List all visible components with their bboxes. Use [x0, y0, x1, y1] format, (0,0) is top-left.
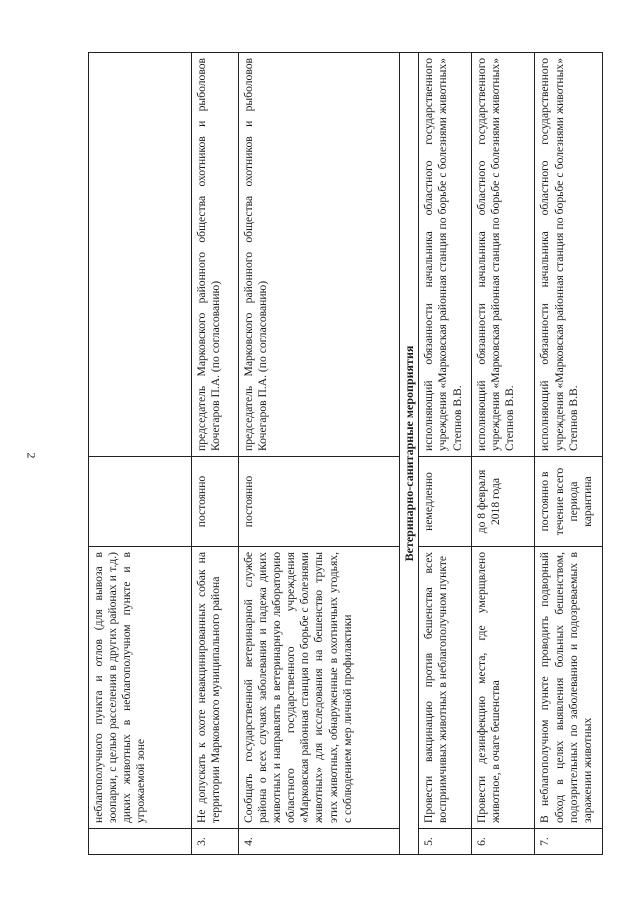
measure-term: постоянно — [238, 457, 399, 547]
row-number — [89, 829, 192, 855]
page-number: 2 — [24, 452, 39, 459]
row-number: 7. — [535, 829, 603, 855]
measure-description: Провести дезинфекцию места, где умерщвлено животное, в очаге бешенства — [471, 547, 535, 829]
measure-responsible: исполняющий обязанности начальника областного государственного учреждения «Марковская районная станция по борьбе с болезнями животных» Степнов В.В. — [419, 53, 471, 457]
rotated-table-container — [88, 53, 603, 855]
table-row — [238, 53, 399, 855]
row-number: 4. — [238, 829, 399, 855]
row-number: 3. — [192, 829, 239, 855]
table-row — [192, 53, 239, 855]
row-number: 5. — [419, 829, 471, 855]
measure-responsible: председатель Марковского районного общества охотников и рыболовов Кочегаров П.А. (по согласованию) — [238, 53, 399, 457]
measure-term: до 8 февраля 2018 года — [471, 457, 535, 547]
measure-responsible — [89, 53, 192, 457]
section-title: Ветеринарно-санитарные мероприятия — [400, 53, 419, 855]
measure-description: Сообщать государственной ветеринарной службе района о всех случаях заболевания и падежа диких животных и направлять в ветеринарную лабораторию областного государственного учреждения «Марковская районная станция по борьбе с болезнями животных» для исследования на бешенство трупы этих животных, обнаруженные в охотничьих угодьях, с соблюдением мер личной профилактики — [238, 547, 399, 829]
measure-description: В неблагополучном пункте проводить подворный обход в целях выявления больных бешенством, подозрительных по заболеванию и подозреваемых в заражении животных — [535, 547, 603, 829]
measure-description: неблагополучного пункта и отлов (для вывоза в зоопарки, с целью расселения в других районах и т.д.) диких животных в неблагополучном пункте и в угрожаемой зоне — [89, 547, 192, 829]
table-row — [419, 53, 471, 855]
measure-term — [89, 457, 192, 547]
section-header-row — [400, 53, 419, 855]
measure-term: постоянно — [192, 457, 239, 547]
measure-responsible: председатель Марковского районного общества охотников и рыболовов Кочегаров П.А. (по согласованию) — [192, 53, 239, 457]
measures-table — [88, 52, 603, 855]
table-row — [471, 53, 535, 855]
measure-responsible: исполняющий обязанности начальника областного государственного учреждения «Марковская районная станция по борьбе с болезнями животных» Степнов В.В. — [535, 53, 603, 457]
measure-description: Провести вакцинацию против бешенства всех восприимчивых животных в неблагополучном пункте — [419, 547, 471, 829]
measure-term: постоянно в течение всего периода карантина — [535, 457, 603, 547]
measure-term: немедленно — [419, 457, 471, 547]
table-row — [535, 53, 603, 855]
measure-description: Не допускать к охоте невакцинированных собак на территории Марковского муниципального района — [192, 547, 239, 829]
table-row — [89, 53, 192, 855]
row-number: 6. — [471, 829, 535, 855]
measure-responsible: исполняющий обязанности начальника областного государственного учреждения «Марковская районная станция по борьбе с болезнями животных» Степнов В.В. — [471, 53, 535, 457]
